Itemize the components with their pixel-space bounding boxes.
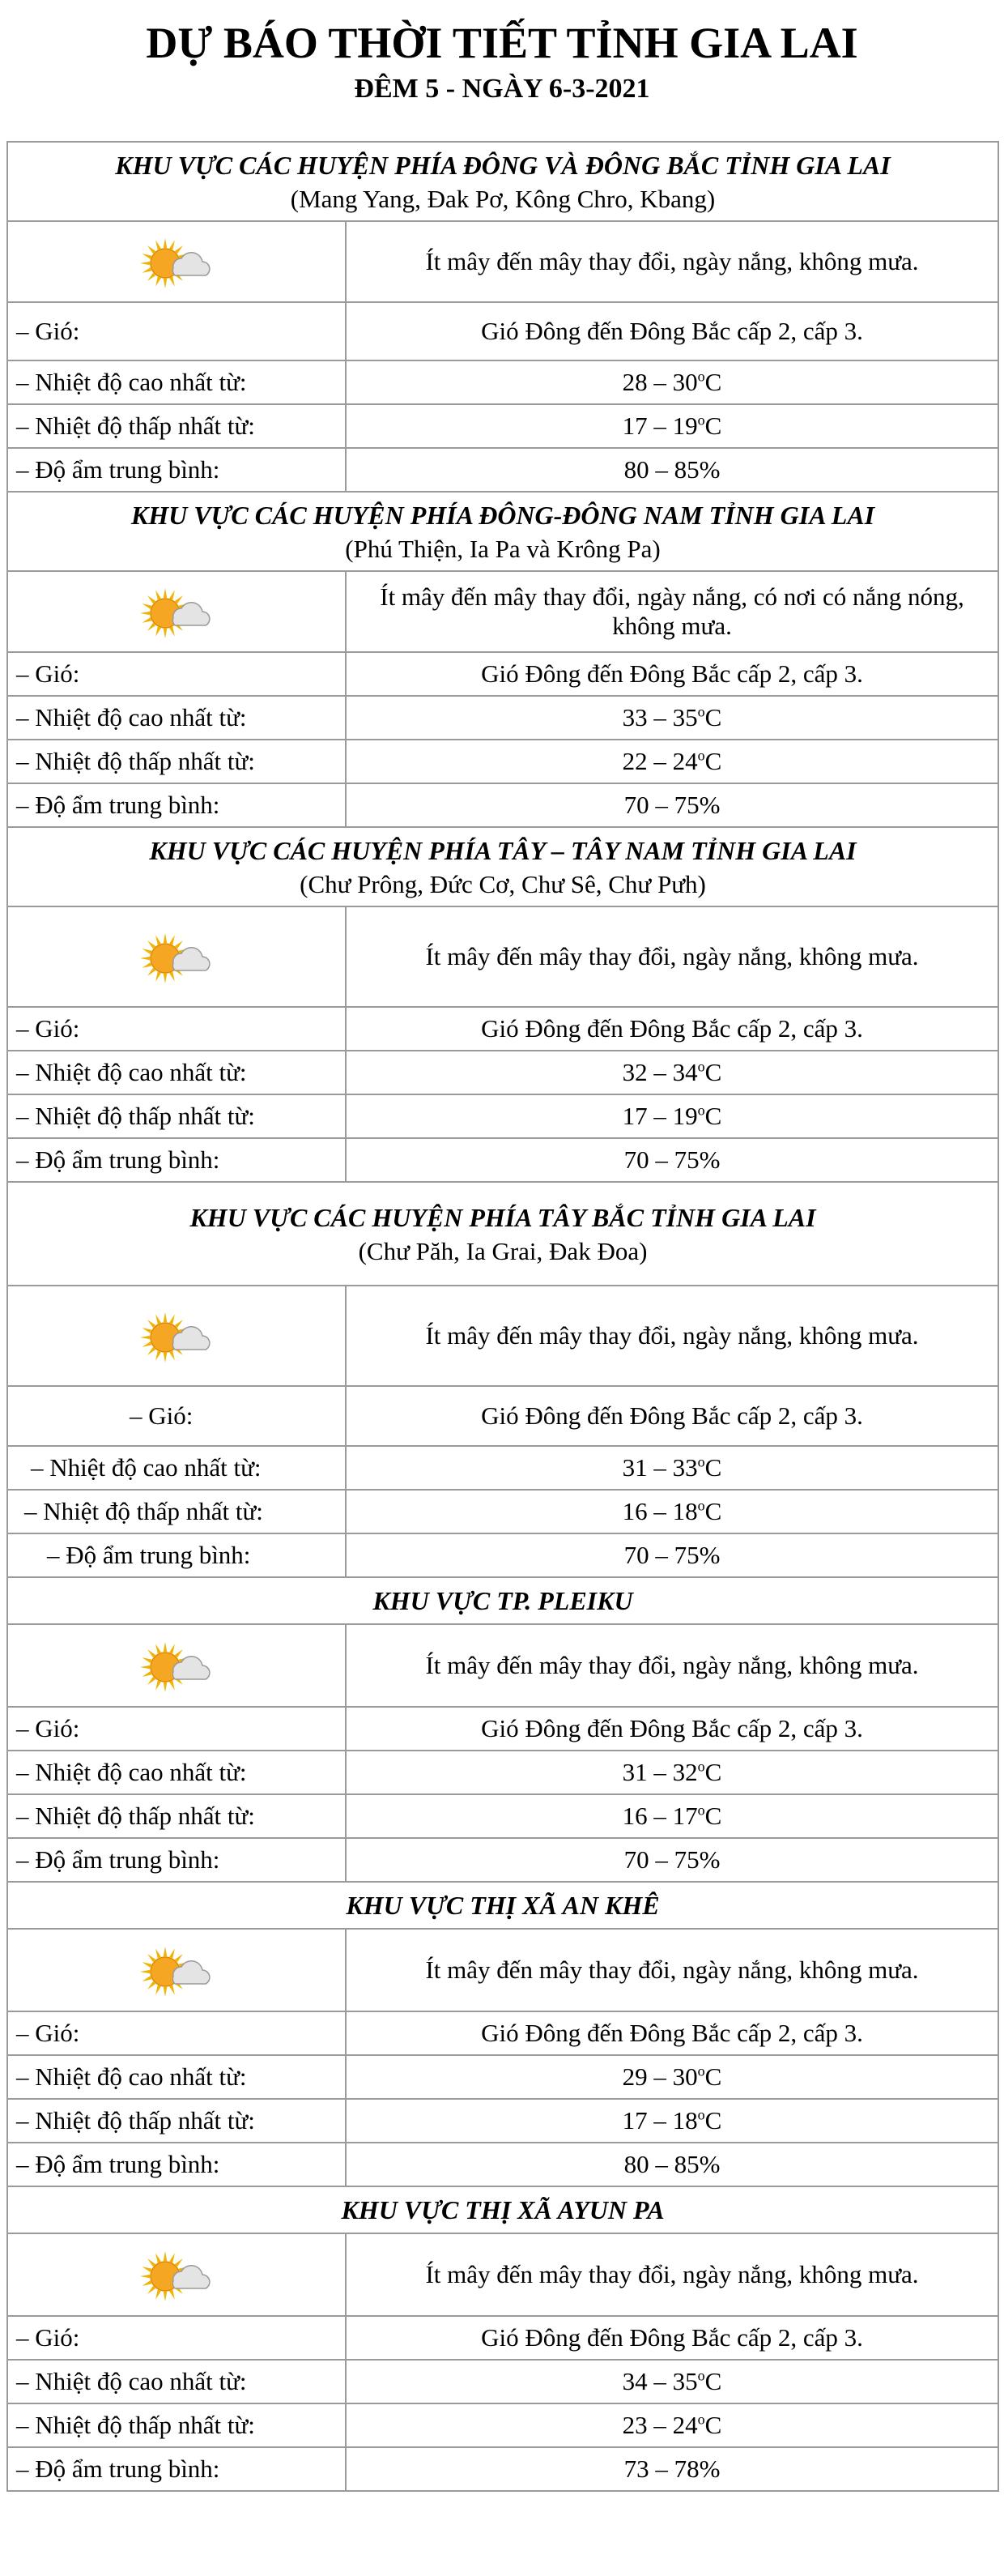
humidity-label: – Độ ẩm trung bình: xyxy=(7,448,346,492)
max-temp-label xyxy=(7,1446,346,1490)
region-header xyxy=(7,492,998,571)
forecast-date: ĐÊM 5 - NGÀY 6-3-2021 xyxy=(354,74,650,104)
region-name: KHU VỰC CÁC HUYỆN PHÍA TÂY – TÂY NAM TỈNH GIA LAI xyxy=(149,836,857,865)
celsius-unit: C xyxy=(704,412,722,440)
wind-label: – Gió: xyxy=(7,1707,346,1751)
weather-description: Ít mây đến mây thay đổi, ngày nắng, không mưa. xyxy=(346,1929,998,2011)
min-temp-range: 16 – 18 xyxy=(622,1497,698,1525)
max-temp-range: 33 – 35 xyxy=(622,703,698,731)
weather-description: Ít mây đến mây thay đổi, ngày nắng, không mưa. xyxy=(346,1624,998,1707)
max-temp-row xyxy=(7,360,998,404)
region-weather-row xyxy=(7,1624,998,1707)
wind-value: Gió Đông đến Đông Bắc cấp 2, cấp 3. xyxy=(346,1707,998,1751)
wind-row xyxy=(7,652,998,696)
celsius-unit: C xyxy=(704,1102,722,1130)
humidity-row xyxy=(7,783,998,827)
degree-sign: o xyxy=(697,1453,705,1470)
min-temp-label: – Nhiệt độ thấp nhất từ: xyxy=(7,2099,346,2143)
weather-icon-cell xyxy=(7,221,346,302)
weather-description: Ít mây đến mây thay đổi, ngày nắng, không mưa. xyxy=(346,2233,998,2316)
max-temp-row xyxy=(7,1751,998,1794)
region-name: KHU VỰC CÁC HUYỆN PHÍA ĐÔNG-ĐÔNG NAM TỈNH GIA LAI xyxy=(130,501,875,530)
max-temp-range: 29 – 30 xyxy=(622,2062,698,2091)
max-temp-label: – Nhiệt độ cao nhất từ: xyxy=(7,2360,346,2403)
min-temp-label: – Nhiệt độ thấp nhất từ: xyxy=(7,1094,346,1138)
region-name: KHU VỰC CÁC HUYỆN PHÍA ĐÔNG VÀ ĐÔNG BẮC TỈNH GIA LAI xyxy=(115,151,891,180)
min-temp-range: 22 – 24 xyxy=(622,747,698,775)
max-temp-value xyxy=(346,2360,998,2403)
min-temp-row xyxy=(7,1490,998,1533)
region-header-row xyxy=(7,2186,998,2233)
min-temp-value xyxy=(346,404,998,448)
celsius-unit: C xyxy=(704,1058,722,1086)
wind-row xyxy=(7,2316,998,2360)
celsius-unit: C xyxy=(704,703,722,731)
region-districts: (Chư Prông, Đức Cơ, Chư Sê, Chư Pưh) xyxy=(300,870,706,898)
degree-sign: o xyxy=(697,2106,705,2123)
region-header-row xyxy=(7,1182,998,1286)
max-temp-row xyxy=(7,1051,998,1094)
celsius-unit: C xyxy=(704,1453,722,1482)
humidity-value: 70 – 75% xyxy=(346,1838,998,1882)
humidity-value: 70 – 75% xyxy=(346,1138,998,1182)
min-temp-value xyxy=(346,1794,998,1838)
region-weather-row xyxy=(7,221,998,302)
humidity-row xyxy=(7,1838,998,1882)
region-name: KHU VỰC THỊ XÃ AN KHÊ xyxy=(346,1891,660,1920)
humidity-label-text: – Độ ẩm trung bình: xyxy=(47,1541,251,1569)
celsius-unit: C xyxy=(704,747,722,775)
max-temp-row xyxy=(7,2055,998,2099)
max-temp-row xyxy=(7,696,998,740)
sun-behind-cloud-icon xyxy=(138,926,215,987)
degree-sign: o xyxy=(697,1058,705,1075)
max-temp-value xyxy=(346,696,998,740)
wind-value: Gió Đông đến Đông Bắc cấp 2, cấp 3. xyxy=(346,1007,998,1051)
region-name: KHU VỰC CÁC HUYỆN PHÍA TÂY BẮC TỈNH GIA LAI xyxy=(189,1203,816,1232)
min-temp-row xyxy=(7,404,998,448)
wind-row xyxy=(7,1707,998,1751)
wind-label: – Gió: xyxy=(7,302,346,360)
min-temp-label-text: – Nhiệt độ thấp nhất từ: xyxy=(24,1497,263,1525)
sun-behind-cloud-icon xyxy=(138,1305,215,1367)
min-temp-row xyxy=(7,1794,998,1838)
wind-label: – Gió: xyxy=(7,1007,346,1051)
min-temp-row xyxy=(7,2403,998,2447)
weather-icon-cell xyxy=(7,2233,346,2316)
celsius-unit: C xyxy=(704,1497,722,1525)
celsius-unit: C xyxy=(704,1758,722,1786)
celsius-unit: C xyxy=(704,2367,722,2395)
max-temp-value xyxy=(346,1446,998,1490)
celsius-unit: C xyxy=(704,2411,722,2439)
min-temp-range: 17 – 19 xyxy=(622,412,698,440)
wind-value: Gió Đông đến Đông Bắc cấp 2, cấp 3. xyxy=(346,2316,998,2360)
region-districts: (Mang Yang, Đak Pơ, Kông Chro, Kbang) xyxy=(290,185,716,213)
min-temp-value xyxy=(346,1094,998,1138)
humidity-value: 80 – 85% xyxy=(346,448,998,492)
min-temp-label: – Nhiệt độ thấp nhất từ: xyxy=(7,1794,346,1838)
max-temp-value xyxy=(346,1751,998,1794)
humidity-value: 73 – 78% xyxy=(346,2447,998,2491)
humidity-row xyxy=(7,2143,998,2186)
weather-description: Ít mây đến mây thay đổi, ngày nắng, không mưa. xyxy=(346,906,998,1007)
degree-sign: o xyxy=(697,703,705,720)
region-weather-row xyxy=(7,2233,998,2316)
wind-label xyxy=(7,1386,346,1446)
min-temp-row xyxy=(7,740,998,783)
humidity-label: – Độ ẩm trung bình: xyxy=(7,2447,346,2491)
region-name: KHU VỰC THỊ XÃ AYUN PA xyxy=(341,2195,665,2224)
sun-behind-cloud-icon xyxy=(138,2244,215,2305)
wind-value: Gió Đông đến Đông Bắc cấp 2, cấp 3. xyxy=(346,1386,998,1446)
degree-sign: o xyxy=(697,412,705,429)
region-header xyxy=(7,1577,998,1624)
weather-icon-cell xyxy=(7,1624,346,1707)
region-header-row xyxy=(7,492,998,571)
max-temp-label: – Nhiệt độ cao nhất từ: xyxy=(7,360,346,404)
degree-sign: o xyxy=(697,747,705,764)
wind-value: Gió Đông đến Đông Bắc cấp 2, cấp 3. xyxy=(346,652,998,696)
degree-sign: o xyxy=(697,1497,705,1514)
sun-behind-cloud-icon xyxy=(138,581,215,642)
region-weather-row xyxy=(7,1929,998,2011)
region-header xyxy=(7,827,998,906)
sun-behind-cloud-icon xyxy=(138,1635,215,1696)
forecast-table xyxy=(6,141,999,2492)
max-temp-value xyxy=(346,2055,998,2099)
max-temp-range: 34 – 35 xyxy=(622,2367,698,2395)
humidity-label: – Độ ẩm trung bình: xyxy=(7,783,346,827)
min-temp-label: – Nhiệt độ thấp nhất từ: xyxy=(7,2403,346,2447)
weather-description: Ít mây đến mây thay đổi, ngày nắng, không mưa. xyxy=(346,1286,998,1386)
max-temp-range: 32 – 34 xyxy=(622,1058,698,1086)
region-header xyxy=(7,2186,998,2233)
wind-row xyxy=(7,2011,998,2055)
region-districts: (Phú Thiện, Ia Pa và Krông Pa) xyxy=(345,535,661,563)
min-temp-range: 17 – 18 xyxy=(622,2106,698,2135)
wind-row xyxy=(7,302,998,360)
min-temp-row xyxy=(7,2099,998,2143)
max-temp-label-text: – Nhiệt độ cao nhất từ: xyxy=(31,1453,262,1482)
min-temp-label xyxy=(7,1490,346,1533)
wind-row xyxy=(7,1386,998,1446)
humidity-label: – Độ ẩm trung bình: xyxy=(7,2143,346,2186)
max-temp-label: – Nhiệt độ cao nhất từ: xyxy=(7,1751,346,1794)
wind-label: – Gió: xyxy=(7,2011,346,2055)
region-header xyxy=(7,142,998,221)
weather-icon-cell xyxy=(7,906,346,1007)
humidity-value: 70 – 75% xyxy=(346,783,998,827)
max-temp-range: 31 – 33 xyxy=(622,1453,698,1482)
humidity-label: – Độ ẩm trung bình: xyxy=(7,1138,346,1182)
humidity-row xyxy=(7,1533,998,1577)
degree-sign: o xyxy=(697,368,705,385)
wind-label: – Gió: xyxy=(7,2316,346,2360)
celsius-unit: C xyxy=(704,368,722,396)
max-temp-range: 31 – 32 xyxy=(622,1758,698,1786)
celsius-unit: C xyxy=(704,2106,722,2135)
region-header-row xyxy=(7,142,998,221)
wind-label-text: – Gió: xyxy=(130,1401,194,1430)
humidity-row xyxy=(7,2447,998,2491)
min-temp-value xyxy=(346,2099,998,2143)
min-temp-row xyxy=(7,1094,998,1138)
weather-icon-cell xyxy=(7,1286,346,1386)
region-name: KHU VỰC TP. PLEIKU xyxy=(372,1586,633,1615)
degree-sign: o xyxy=(697,2367,705,2384)
region-header-row xyxy=(7,827,998,906)
max-temp-label: – Nhiệt độ cao nhất từ: xyxy=(7,696,346,740)
wind-label: – Gió: xyxy=(7,652,346,696)
region-weather-row xyxy=(7,571,998,652)
degree-sign: o xyxy=(697,1802,705,1819)
humidity-row xyxy=(7,448,998,492)
weather-icon-cell xyxy=(7,571,346,652)
max-temp-value xyxy=(346,360,998,404)
max-temp-label: – Nhiệt độ cao nhất từ: xyxy=(7,2055,346,2099)
max-temp-row xyxy=(7,1446,998,1490)
page-title: DỰ BÁO THỜI TIẾT TỈNH GIA LAI xyxy=(146,19,858,67)
sun-behind-cloud-icon xyxy=(138,231,215,292)
degree-sign: o xyxy=(697,1102,705,1119)
min-temp-range: 16 – 17 xyxy=(622,1802,698,1830)
humidity-label xyxy=(7,1533,346,1577)
region-header xyxy=(7,1882,998,1929)
min-temp-range: 23 – 24 xyxy=(622,2411,698,2439)
max-temp-label: – Nhiệt độ cao nhất từ: xyxy=(7,1051,346,1094)
max-temp-row xyxy=(7,2360,998,2403)
wind-value: Gió Đông đến Đông Bắc cấp 2, cấp 3. xyxy=(346,2011,998,2055)
region-weather-row xyxy=(7,1286,998,1386)
region-header-row xyxy=(7,1882,998,1929)
region-header-row xyxy=(7,1577,998,1624)
weather-icon-cell xyxy=(7,1929,346,2011)
min-temp-label: – Nhiệt độ thấp nhất từ: xyxy=(7,740,346,783)
min-temp-range: 17 – 19 xyxy=(622,1102,698,1130)
min-temp-value xyxy=(346,740,998,783)
humidity-label: – Độ ẩm trung bình: xyxy=(7,1838,346,1882)
weather-description: Ít mây đến mây thay đổi, ngày nắng, có nơi có nắng nóng, không mưa. xyxy=(346,571,998,652)
humidity-value: 70 – 75% xyxy=(346,1533,998,1577)
min-temp-value xyxy=(346,1490,998,1533)
weather-description: Ít mây đến mây thay đổi, ngày nắng, không mưa. xyxy=(346,221,998,302)
region-districts: (Chư Păh, Ia Grai, Đak Đoa) xyxy=(358,1237,648,1265)
humidity-row xyxy=(7,1138,998,1182)
degree-sign: o xyxy=(697,2411,705,2428)
region-weather-row xyxy=(7,906,998,1007)
celsius-unit: C xyxy=(704,1802,722,1830)
degree-sign: o xyxy=(697,1758,705,1775)
wind-row xyxy=(7,1007,998,1051)
wind-value: Gió Đông đến Đông Bắc cấp 2, cấp 3. xyxy=(346,302,998,360)
sun-behind-cloud-icon xyxy=(138,1939,215,2001)
celsius-unit: C xyxy=(704,2062,722,2091)
min-temp-value xyxy=(346,2403,998,2447)
degree-sign: o xyxy=(697,2062,705,2079)
max-temp-value xyxy=(346,1051,998,1094)
max-temp-range: 28 – 30 xyxy=(622,368,698,396)
min-temp-label: – Nhiệt độ thấp nhất từ: xyxy=(7,404,346,448)
humidity-value: 80 – 85% xyxy=(346,2143,998,2186)
region-header xyxy=(7,1182,998,1286)
